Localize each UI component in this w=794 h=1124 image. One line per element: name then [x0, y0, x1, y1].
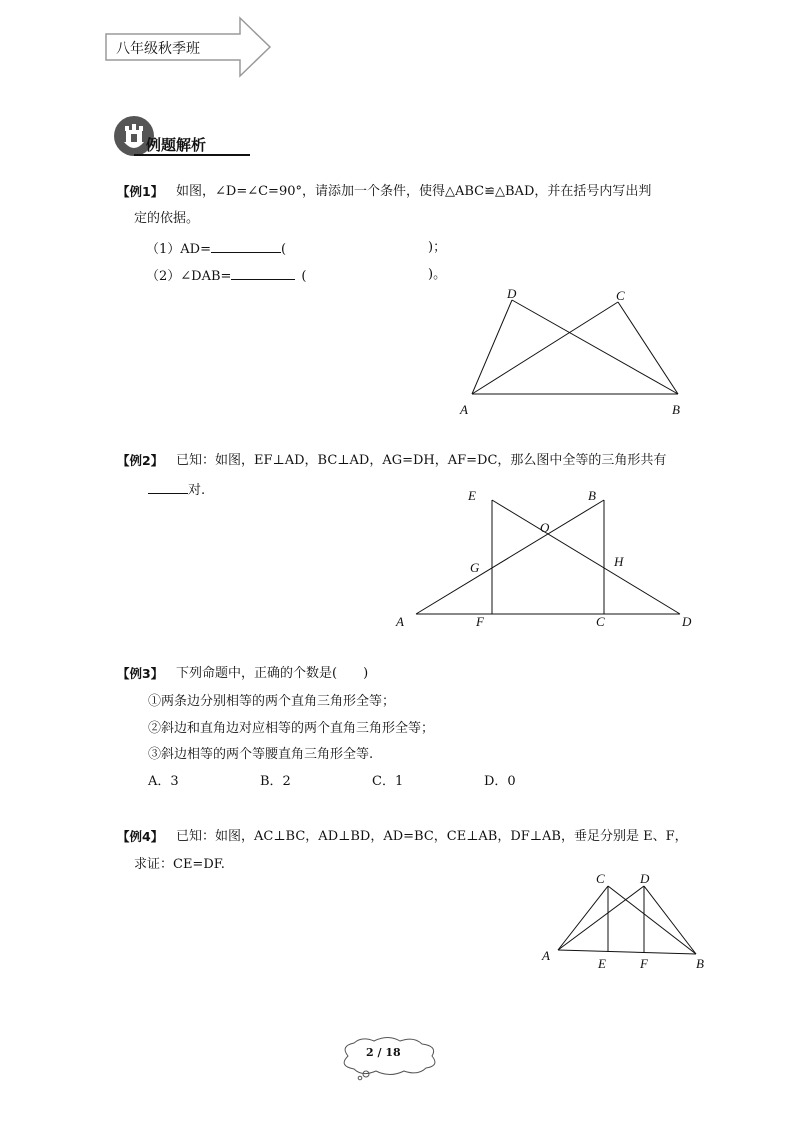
- ex3-line1: 下列命题中，正确的个数是( ): [176, 666, 369, 681]
- ex2-label-c: C: [596, 614, 605, 629]
- ex3-option-a: A．3: [148, 774, 179, 789]
- ex2-label-h: H: [614, 554, 624, 569]
- ex1-figure: [450, 282, 700, 422]
- ex2-label-e: E: [468, 488, 476, 503]
- ex3-statement-1: ①两条边分别相等的两个直角三角形全等；: [148, 694, 396, 709]
- ex3-statement-2: ②斜边和直角边对应相等的两个直角三角形全等；: [148, 721, 435, 736]
- ex1-seg-ad: [472, 300, 512, 394]
- ex1-label-b: B: [672, 402, 680, 417]
- ex1-item2-open: (: [301, 269, 307, 284]
- ex1-item1-open: (: [280, 242, 287, 257]
- ex2-label-f: F: [476, 614, 484, 629]
- ex1-item1-blank: [211, 239, 281, 253]
- ex2-label-a: A: [396, 614, 404, 629]
- ex1-item2-blank: [231, 266, 295, 280]
- ex2-figure: [390, 484, 710, 634]
- ex1-item1: [146, 239, 286, 259]
- ex2-label-o: O: [540, 520, 550, 535]
- ex4-label-c: C: [596, 871, 605, 886]
- ex1-label-a: A: [460, 402, 468, 417]
- ex4-label: 【例4】: [117, 829, 164, 844]
- ex1-item2-close: )。: [428, 267, 447, 282]
- ex2-label: 【例2】: [117, 453, 164, 468]
- ex4-label-e: E: [598, 956, 606, 971]
- ex4-label-f: F: [640, 956, 648, 971]
- ex3-option-c: C．1: [372, 774, 404, 789]
- ex1-label-c: C: [616, 288, 625, 303]
- ex4-line2: 求证：CE=DF.: [134, 857, 225, 872]
- ex1-item1-prefix: （1）AD=: [146, 242, 211, 257]
- ex3-statement-3: ③斜边相等的两个等腰直角三角形全等.: [148, 747, 374, 762]
- ex1-item2: [146, 266, 307, 286]
- page-number: 2 / 18: [366, 1046, 401, 1059]
- ex4-figure: [536, 866, 716, 976]
- ex3-label: 【例3】: [117, 666, 164, 681]
- ex4-seg-ab: [558, 950, 696, 954]
- ex3-option-b: B．2: [260, 774, 291, 789]
- ex4-label-b: B: [696, 956, 704, 971]
- section-title: 例题解析: [146, 136, 207, 154]
- ex2-seg-ab: [416, 500, 604, 614]
- ex1-seg-db: [512, 300, 678, 394]
- ex1-seg-cb: [618, 302, 678, 394]
- ex4-label-d: D: [640, 871, 650, 886]
- ex2-seg-ed: [492, 500, 680, 614]
- ex1-line2: 定的依据。: [134, 211, 200, 226]
- ex2-label-b: B: [588, 488, 596, 503]
- ex3-option-d: D．0: [484, 774, 516, 789]
- ex2-label-g: G: [470, 560, 480, 575]
- ex4-label-a: A: [542, 948, 550, 963]
- ex1-line1: 如图，∠D=∠C=90°，请添加一个条件，使得△ABC≌△BAD，并在括号内写出判: [176, 184, 652, 199]
- ex2-line2: [148, 480, 205, 500]
- ex2-answer-blank: [148, 480, 188, 494]
- ex1-item2-prefix: （2）∠DAB=: [146, 269, 232, 284]
- ex2-label-d: D: [682, 614, 692, 629]
- ex1-label: 【例1】: [117, 184, 164, 199]
- ex1-item1-close: )；: [428, 240, 447, 255]
- ex4-line1: 已知：如图，AC⊥BC，AD⊥BD，AD=BC，CE⊥AB，DF⊥AB，垂足分别是 E、F，: [176, 829, 688, 844]
- header-banner-text: 八年级秋季班: [116, 41, 200, 57]
- ex2-line1: 已知：如图，EF⊥AD，BC⊥AD，AG=DH，AF=DC，那么图中全等的三角形共有: [176, 453, 667, 468]
- castle-icon: [124, 124, 144, 148]
- ex2-line2-suffix: 对.: [188, 483, 206, 498]
- ex1-label-d: D: [507, 286, 517, 301]
